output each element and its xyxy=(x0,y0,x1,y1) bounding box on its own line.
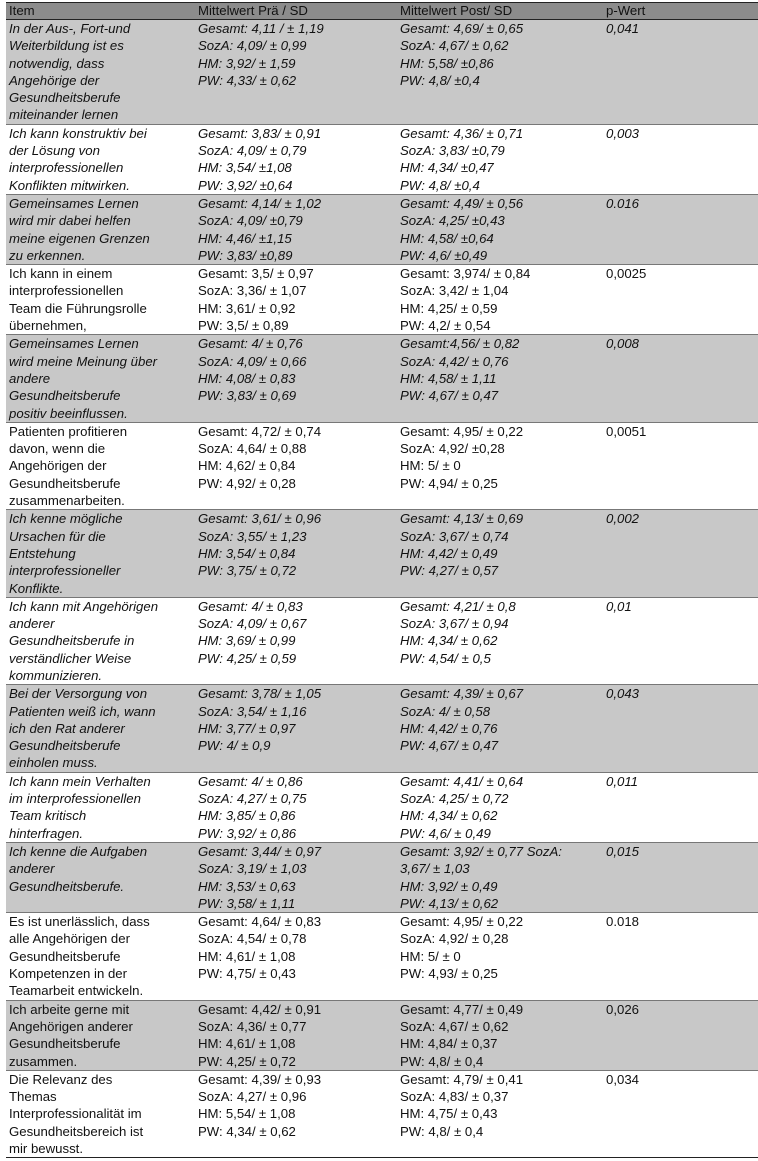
post-cell xyxy=(397,510,603,597)
item-cell-line: Gesundheitsbereich ist xyxy=(9,1123,144,1139)
item-cell xyxy=(6,1070,195,1157)
item-cell-line: alle Angehörigen der xyxy=(9,931,130,947)
p-value-cell-value: 0,026 xyxy=(606,1001,640,1017)
pre-cell-line: PW: 4,25/ ± 0,72 xyxy=(198,1053,296,1069)
pre-cell-line: HM: 4,61/ ± 1,08 xyxy=(198,948,296,964)
item-cell-line: kommunizieren. xyxy=(9,667,103,683)
post-cell-line: PW: 4,54/ ± 0,5 xyxy=(400,650,491,666)
item-cell-line: der Lösung von xyxy=(9,143,100,159)
pre-cell-line: Gesamt: 3,44/ ± 0,97 xyxy=(198,843,322,859)
pre-cell xyxy=(195,685,397,772)
item-cell-line: im interprofessionellen xyxy=(9,791,141,807)
post-cell-line: HM: 4,42/ ± 0,76 xyxy=(400,720,498,736)
table-row xyxy=(6,772,758,842)
post-cell xyxy=(397,194,603,264)
item-cell-line: Ich arbeite gerne mit xyxy=(9,1001,130,1017)
p-value-cell xyxy=(603,335,758,422)
item-cell-line: mir bewusst. xyxy=(9,1141,84,1156)
pre-cell-line: HM: 3,54/ ±1,08 xyxy=(198,160,292,176)
item-cell-line: Ich kenne mögliche xyxy=(9,511,123,527)
p-value-cell-value: 0,041 xyxy=(606,21,640,36)
item-cell xyxy=(6,20,195,125)
post-cell xyxy=(397,772,603,842)
pre-cell-line: PW: 4,34/ ± 0,62 xyxy=(198,1123,296,1139)
post-cell xyxy=(397,842,603,912)
item-cell xyxy=(6,685,195,772)
post-cell-line: SozA: 4,92/ ± 0,28 xyxy=(400,931,509,947)
item-cell-line: Gemeinsames Lernen xyxy=(9,195,139,211)
post-cell-line: SozA: 3,83/ ±0,79 xyxy=(400,143,505,159)
table-row xyxy=(6,194,758,264)
pre-cell xyxy=(195,597,397,684)
post-cell xyxy=(397,1000,603,1070)
post-cell-line: Gesamt: 4,49/ ± 0,56 xyxy=(400,195,524,211)
item-cell xyxy=(6,913,195,1000)
item-cell-line: Kompetenzen in der xyxy=(9,966,128,982)
post-cell xyxy=(397,685,603,772)
pre-cell-line: PW: 3,75/ ± 0,72 xyxy=(198,563,297,579)
pre-cell-line: PW: 4,33/ ± 0,62 xyxy=(198,72,297,88)
table-body xyxy=(6,20,758,1158)
post-cell-line: 3,67/ ± 1,03 xyxy=(400,861,470,877)
table-row xyxy=(6,685,758,772)
post-cell xyxy=(397,1070,603,1157)
item-cell-line: zusammen. xyxy=(9,1053,78,1069)
item-cell xyxy=(6,335,195,422)
item-cell-line: miteinander lernen xyxy=(9,107,119,123)
p-value-cell-value: 0.018 xyxy=(606,914,640,930)
p-value-cell xyxy=(603,20,758,125)
pre-cell-line: PW: 4,75/ ± 0,43 xyxy=(198,966,296,982)
item-cell-line: übernehmen, xyxy=(9,318,87,334)
post-cell-line: Gesamt: 4,21/ ± 0,8 xyxy=(400,598,516,614)
post-cell xyxy=(397,20,603,125)
pre-cell-line: HM: 5,54/ ± 1,08 xyxy=(198,1106,296,1122)
post-cell xyxy=(397,422,603,509)
post-cell-line: Gesamt: 4,69/ ± 0,65 xyxy=(400,21,524,36)
post-cell-line: HM: 5/ ± 0 xyxy=(400,948,461,964)
p-value-cell xyxy=(603,842,758,912)
item-cell-line: In der Aus-, Fort-und xyxy=(9,21,131,36)
item-cell-line: Gesundheitsberufe xyxy=(9,738,121,754)
post-cell-line: PW: 4,8/ ±0,4 xyxy=(400,177,480,193)
p-value-cell-value: 0,0051 xyxy=(606,423,647,439)
post-cell-line: Gesamt:4,56/ ± 0,82 xyxy=(400,336,520,352)
p-value-cell xyxy=(603,265,758,335)
pre-cell-line: SozA: 3,54/ ± 1,16 xyxy=(198,703,307,719)
p-value-cell-value: 0.016 xyxy=(606,195,640,211)
post-cell-line: Gesamt: 4,77/ ± 0,49 xyxy=(400,1001,524,1017)
post-cell-line: Gesamt: 4,79/ ± 0,41 xyxy=(400,1071,524,1087)
p-value-cell xyxy=(603,597,758,684)
post-cell-line: HM: 4,25/ ± 0,59 xyxy=(400,300,498,316)
pre-cell-line: HM: 3,85/ ± 0,86 xyxy=(198,808,296,824)
pre-cell-line: Gesamt: 4,39/ ± 0,93 xyxy=(198,1071,322,1087)
p-value-cell-value: 0,002 xyxy=(606,511,640,527)
pre-cell-line: Gesamt: 3,78/ ± 1,05 xyxy=(198,686,322,702)
pre-cell-line: PW: 3,83/ ±0,89 xyxy=(198,247,293,263)
pre-cell-line: PW: 3,58/ ± 1,11 xyxy=(198,895,296,911)
p-value-cell xyxy=(603,422,758,509)
post-cell-line: PW: 4,8/ ± 0,4 xyxy=(400,1053,484,1069)
pre-cell xyxy=(195,20,397,125)
item-cell-line: Ich kann in einem xyxy=(9,266,113,282)
header-item: Item xyxy=(6,3,195,20)
item-cell-line: notwendig, dass xyxy=(9,55,105,71)
post-cell-line: PW: 4,94/ ± 0,25 xyxy=(400,475,498,491)
pre-cell-line: Gesamt: 4/ ± 0,76 xyxy=(198,336,303,352)
item-cell-line: Gesundheitsberufe xyxy=(9,948,121,964)
pre-cell-line: Gesamt: 4,14/ ± 1,02 xyxy=(198,195,322,211)
item-cell-line: interprofessioneller xyxy=(9,563,121,579)
table-row xyxy=(6,510,758,597)
pre-cell xyxy=(195,1000,397,1070)
table-row xyxy=(6,1070,758,1157)
table-row xyxy=(6,913,758,1000)
item-cell xyxy=(6,194,195,264)
pre-cell xyxy=(195,772,397,842)
item-cell xyxy=(6,124,195,194)
pre-cell-line: HM: 3,54/ ± 0,84 xyxy=(198,545,296,561)
table-row xyxy=(6,422,758,509)
item-cell-line: ich den Rat anderer xyxy=(9,720,125,736)
item-cell-line: Angehörige der xyxy=(9,72,100,88)
post-cell-line: SozA: 4,83/ ± 0,37 xyxy=(400,1089,509,1105)
pre-cell-line: SozA: 4,54/ ± 0,78 xyxy=(198,931,307,947)
item-cell-line: wird mir dabei helfen xyxy=(9,213,131,229)
pre-cell-line: SozA: 3,36/ ± 1,07 xyxy=(198,283,307,299)
item-cell-line: zu erkennen. xyxy=(9,247,86,263)
pre-cell-line: HM: 4,61/ ± 1,08 xyxy=(198,1036,296,1052)
pre-cell-line: PW: 4,25/ ± 0,59 xyxy=(198,650,297,666)
pre-cell-line: Gesamt: 3,5/ ± 0,97 xyxy=(198,266,314,282)
item-cell-line: Weiterbildung ist es xyxy=(9,38,124,54)
item-cell-line: Gesundheitsberufe xyxy=(9,475,121,491)
pre-cell-line: SozA: 4,09/ ± 0,67 xyxy=(198,616,307,632)
post-cell-line: SozA: 4,67/ ± 0,62 xyxy=(400,1018,509,1034)
item-cell xyxy=(6,1000,195,1070)
item-cell-line: Ich kann mit Angehörigen xyxy=(9,598,159,614)
item-cell-line: interprofessionellen xyxy=(9,160,124,176)
post-cell-line: SozA: 4,92/ ±0,28 xyxy=(400,441,505,457)
item-cell-line: Ursachen für die xyxy=(9,528,106,544)
p-value-cell xyxy=(603,1070,758,1157)
pre-cell-line: SozA: 4,09/ ± 0,99 xyxy=(198,38,307,54)
post-cell-line: HM: 5/ ± 0 xyxy=(400,458,461,474)
item-cell-line: Team kritisch xyxy=(9,808,87,824)
post-cell-line: PW: 4,27/ ± 0,57 xyxy=(400,563,499,579)
table-row xyxy=(6,124,758,194)
item-cell-line: verständlicher Weise xyxy=(9,650,132,666)
pre-cell-line: SozA: 4,09/ ± 0,66 xyxy=(198,353,307,369)
pre-cell xyxy=(195,194,397,264)
item-cell-line: Angehörigen der xyxy=(9,458,107,474)
pre-cell xyxy=(195,510,397,597)
pre-cell xyxy=(195,265,397,335)
item-cell xyxy=(6,422,195,509)
post-cell-line: SozA: 3,67/ ± 0,94 xyxy=(400,616,509,632)
item-cell-line: davon, wenn die xyxy=(9,441,106,457)
p-value-cell xyxy=(603,685,758,772)
post-cell-line: SozA: 4/ ± 0,58 xyxy=(400,703,491,719)
pre-cell-line: SozA: 4,36/ ± 0,77 xyxy=(198,1018,307,1034)
post-cell-line: HM: 5,58/ ±0,86 xyxy=(400,55,494,71)
post-cell-line: HM: 3,92/ ± 0,49 xyxy=(400,878,498,894)
item-cell-line: Themas xyxy=(9,1089,57,1105)
item-cell-line: Gesundheitsberufe xyxy=(9,388,121,404)
post-cell-line: SozA: 4,25/ ± 0,72 xyxy=(400,791,509,807)
post-cell xyxy=(397,335,603,422)
p-value-cell xyxy=(603,124,758,194)
item-cell-line: Gesundheitsberufe. xyxy=(9,878,125,894)
p-value-cell-value: 0,043 xyxy=(606,686,640,702)
post-cell-line: PW: 4,67/ ± 0,47 xyxy=(400,388,499,404)
pre-cell xyxy=(195,1070,397,1157)
item-cell-line: hinterfragen. xyxy=(9,825,84,841)
pre-cell-line: Gesamt: 4,42/ ± 0,91 xyxy=(198,1001,322,1017)
item-cell-line: Team die Führungsrolle xyxy=(9,300,147,316)
pre-cell xyxy=(195,842,397,912)
item-cell-line: Angehörigen anderer xyxy=(9,1018,133,1034)
pre-cell-line: HM: 4,62/ ± 0,84 xyxy=(198,458,296,474)
table-row xyxy=(6,335,758,422)
pre-cell-line: HM: 3,53/ ± 0,63 xyxy=(198,878,296,894)
pre-cell-line: SozA: 4,64/ ± 0,88 xyxy=(198,441,307,457)
pre-cell-line: Gesamt: 3,61/ ± 0,96 xyxy=(198,511,322,527)
pre-cell-line: SozA: 4,09/ ± 0,79 xyxy=(198,143,307,159)
item-cell-line: Es ist unerlässlich, dass xyxy=(9,914,150,930)
item-cell-line: Gesundheitsberufe in xyxy=(9,633,135,649)
p-value-cell-value: 0,034 xyxy=(606,1071,640,1087)
pre-cell-line: PW: 3,92/ ± 0,86 xyxy=(198,825,297,841)
table-row xyxy=(6,20,758,125)
p-value-cell xyxy=(603,510,758,597)
post-cell-line: PW: 4,93/ ± 0,25 xyxy=(400,966,498,982)
pre-cell-line: PW: 3,92/ ±0,64 xyxy=(198,177,293,193)
post-cell-line: HM: 4,84/ ± 0,37 xyxy=(400,1036,498,1052)
post-cell xyxy=(397,265,603,335)
p-value-cell xyxy=(603,194,758,264)
header-post: Mittelwert Post/ SD xyxy=(397,3,603,20)
post-cell-line: HM: 4,34/ ±0,47 xyxy=(400,160,494,176)
header-row xyxy=(6,3,758,20)
pre-cell-line: SozA: 4,27/ ± 0,96 xyxy=(198,1089,307,1105)
post-cell-line: HM: 4,42/ ± 0,49 xyxy=(400,545,498,561)
item-cell-line: einholen muss. xyxy=(9,755,98,771)
p-value-cell xyxy=(603,913,758,1000)
post-cell-line: Gesamt: 4,95/ ± 0,22 xyxy=(400,423,524,439)
p-value-cell xyxy=(603,772,758,842)
post-cell-line: SozA: 3,67/ ± 0,74 xyxy=(400,528,509,544)
item-cell-line: Interprofessionalität im xyxy=(9,1106,142,1122)
post-cell-line: PW: 4,6/ ± 0,49 xyxy=(400,825,491,841)
post-cell-line: SozA: 4,42/ ± 0,76 xyxy=(400,353,509,369)
p-value-cell xyxy=(603,1000,758,1070)
item-cell-line: Patienten weiß ich, wann xyxy=(9,703,156,719)
pre-cell-line: Gesamt: 3,83/ ± 0,91 xyxy=(198,125,322,141)
pre-cell-line: HM: 3,61/ ± 0,92 xyxy=(198,300,296,316)
post-cell-line: HM: 4,58/ ±0,64 xyxy=(400,230,494,246)
item-cell-line: anderer xyxy=(9,616,55,632)
post-cell-line: Gesamt: 4,95/ ± 0,22 xyxy=(400,914,524,930)
table-row xyxy=(6,1000,758,1070)
pre-cell-line: HM: 3,77/ ± 0,97 xyxy=(198,720,296,736)
p-value-cell-value: 0,011 xyxy=(606,773,639,789)
p-value-cell-value: 0,008 xyxy=(606,336,640,352)
item-cell-line: Gesundheitsberufe xyxy=(9,90,121,106)
item-cell-line: zusammenarbeiten. xyxy=(9,493,125,509)
header-pre: Mittelwert Prä / SD xyxy=(195,3,397,20)
item-cell-line: Teamarbeit entwickeln. xyxy=(9,983,144,999)
pre-cell-line: PW: 4/ ± 0,9 xyxy=(198,738,271,754)
item-cell-line: Konflikten mitwirken. xyxy=(9,177,130,193)
post-cell-line: PW: 4,67/ ± 0,47 xyxy=(400,738,499,754)
post-cell-line: Gesamt: 3,974/ ± 0,84 xyxy=(400,266,531,282)
item-cell xyxy=(6,772,195,842)
pre-cell-line: PW: 3,5/ ± 0,89 xyxy=(198,318,289,334)
pre-cell-line: Gesamt: 4,64/ ± 0,83 xyxy=(198,914,322,930)
item-cell-line: Patienten profitieren xyxy=(9,423,128,439)
results-table xyxy=(6,2,758,1158)
item-cell-line: andere xyxy=(9,370,51,386)
item-cell-line: Entstehung xyxy=(9,545,76,561)
p-value-cell-value: 0,01 xyxy=(606,598,632,614)
item-cell-line: Ich kann mein Verhalten xyxy=(9,773,151,789)
pre-cell-line: SozA: 4,27/ ± 0,75 xyxy=(198,791,307,807)
header-p-value: p-Wert xyxy=(603,3,758,20)
post-cell-line: PW: 4,2/ ± 0,54 xyxy=(400,318,491,334)
pre-cell-line: SozA: 4,09/ ±0,79 xyxy=(198,213,303,229)
pre-cell-line: SozA: 3,55/ ± 1,23 xyxy=(198,528,307,544)
post-cell-line: Gesamt: 3,92/ ± 0,77 SozA: xyxy=(400,843,562,859)
item-cell xyxy=(6,597,195,684)
table-row xyxy=(6,842,758,912)
item-cell-line: Konflikte. xyxy=(9,580,64,596)
p-value-cell-value: 0,015 xyxy=(606,843,640,859)
item-cell xyxy=(6,510,195,597)
pre-cell xyxy=(195,335,397,422)
item-cell-line: anderer xyxy=(9,861,55,877)
post-cell xyxy=(397,597,603,684)
pre-cell-line: HM: 3,69/ ± 0,99 xyxy=(198,633,296,649)
pre-cell-line: PW: 3,83/ ± 0,69 xyxy=(198,388,297,404)
item-cell xyxy=(6,842,195,912)
pre-cell-line: Gesamt: 4,11 / ± 1,19 xyxy=(198,21,324,36)
table-row xyxy=(6,265,758,335)
pre-cell-line: HM: 4,08/ ± 0,83 xyxy=(198,370,296,386)
post-cell-line: SozA: 3,42/ ± 1,04 xyxy=(400,283,509,299)
item-cell-line: Gesundheitsberufe xyxy=(9,1036,121,1052)
p-value-cell-value: 0,0025 xyxy=(606,266,647,282)
post-cell-line: PW: 4,8/ ±0,4 xyxy=(400,72,480,88)
post-cell-line: HM: 4,34/ ± 0,62 xyxy=(400,808,498,824)
post-cell-line: HM: 4,75/ ± 0,43 xyxy=(400,1106,498,1122)
p-value-cell-value: 0,003 xyxy=(606,125,640,141)
item-cell-line: Bei der Versorgung von xyxy=(9,686,148,702)
post-cell-line: Gesamt: 4,41/ ± 0,64 xyxy=(400,773,524,789)
post-cell-line: Gesamt: 4,39/ ± 0,67 xyxy=(400,686,524,702)
post-cell xyxy=(397,124,603,194)
pre-cell-line: PW: 4,92/ ± 0,28 xyxy=(198,475,296,491)
post-cell-line: PW: 4,13/ ± 0,62 xyxy=(400,895,499,911)
post-cell-line: PW: 4,6/ ±0,49 xyxy=(400,247,488,263)
item-cell xyxy=(6,265,195,335)
pre-cell xyxy=(195,913,397,1000)
post-cell-line: Gesamt: 4,36/ ± 0,71 xyxy=(400,125,524,141)
pre-cell-line: Gesamt: 4/ ± 0,86 xyxy=(198,773,303,789)
post-cell-line: PW: 4,8/ ± 0,4 xyxy=(400,1123,484,1139)
item-cell-line: Gemeinsames Lernen xyxy=(9,336,139,352)
item-cell-line: Ich kenne die Aufgaben xyxy=(9,843,148,859)
post-cell-line: HM: 4,34/ ± 0,62 xyxy=(400,633,498,649)
pre-cell-line: HM: 4,46/ ±1,15 xyxy=(198,230,292,246)
post-cell-line: SozA: 4,25/ ±0,43 xyxy=(400,213,505,229)
pre-cell-line: HM: 3,92/ ± 1,59 xyxy=(198,55,296,71)
post-cell-line: HM: 4,58/ ± 1,11 xyxy=(400,370,497,386)
post-cell-line: SozA: 4,67/ ± 0,62 xyxy=(400,38,509,54)
post-cell-line: Gesamt: 4,13/ ± 0,69 xyxy=(400,511,524,527)
pre-cell-line: SozA: 3,19/ ± 1,03 xyxy=(198,861,307,877)
pre-cell-line: Gesamt: 4,72/ ± 0,74 xyxy=(198,423,322,439)
table-row xyxy=(6,597,758,684)
item-cell-line: Die Relevanz des xyxy=(9,1071,113,1087)
item-cell-line: positiv beeinflussen. xyxy=(9,405,128,421)
item-cell-line: interprofessionellen xyxy=(9,283,124,299)
item-cell-line: meine eigenen Grenzen xyxy=(9,230,150,246)
item-cell-line: Ich kann konstruktiv bei xyxy=(9,125,147,141)
post-cell xyxy=(397,913,603,1000)
pre-cell xyxy=(195,422,397,509)
pre-cell xyxy=(195,124,397,194)
item-cell-line: wird meine Meinung über xyxy=(9,353,158,369)
pre-cell-line: Gesamt: 4/ ± 0,83 xyxy=(198,598,303,614)
